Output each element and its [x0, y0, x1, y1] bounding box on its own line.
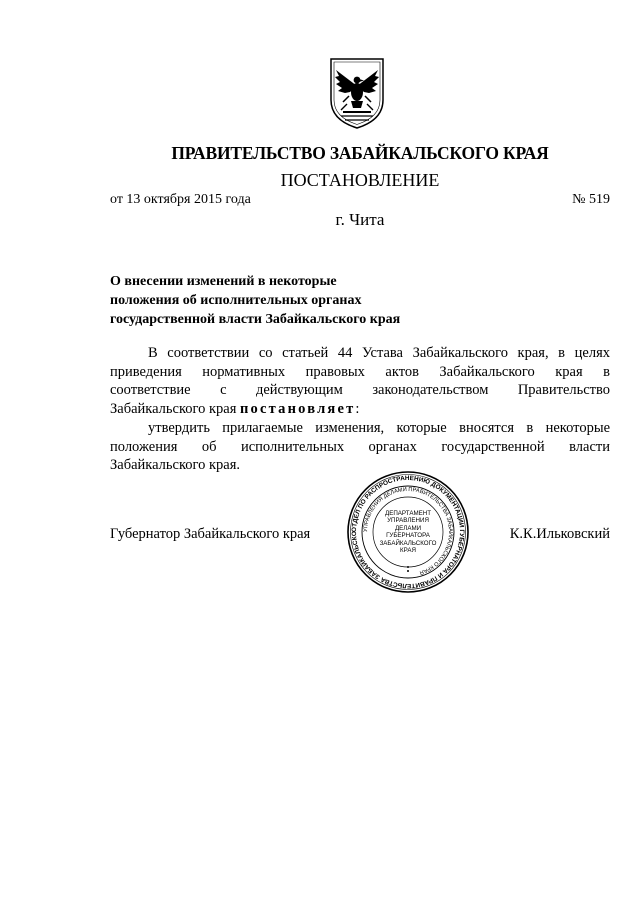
- body-paragraph-1: [110, 344, 610, 418]
- doc-number: № 519: [572, 192, 610, 207]
- doc-city: г. Чита: [335, 210, 385, 229]
- subject-line: О внесении изменений в некоторые: [110, 274, 337, 289]
- seal-center-line: КРАЯ: [400, 547, 416, 555]
- paragraph-line-text: Забайкальского края: [110, 400, 237, 417]
- doc-type: ПОСТАНОВЛЕНИЕ: [280, 170, 440, 190]
- seal-center-text: [374, 510, 442, 554]
- org-title: ПРАВИТЕЛЬСТВО ЗАБАЙКАЛЬСКОГО КРАЯ: [171, 143, 549, 163]
- subject-line: положения об исполнительных органах: [110, 293, 362, 308]
- paragraph-line: приведения нормативных правовых актов Забайкальского края в: [110, 363, 610, 380]
- seal-inner-text: УПРАВЛЕНИЯ ДЕЛАМИ ПРАВИТЕЛЬСТВА ЗАБАЙКАЛЬСКОГО КРАЯ: [362, 486, 454, 576]
- signatory-position: Губернатор Забайкальского края: [110, 526, 311, 542]
- paragraph-line: Забайкальского края.: [110, 457, 240, 474]
- decree-colon: :: [355, 400, 360, 417]
- seal-center-line: ДЕПАРТАМЕНТ: [385, 510, 431, 517]
- paragraph-line: соответствие с действующим законодательством Правительство: [110, 382, 610, 399]
- subject-line: государственной власти Забайкальского края: [110, 312, 401, 327]
- emblem-drawing: [325, 56, 389, 130]
- seal-center-line: ГУБЕРНАТОРА: [386, 532, 430, 540]
- body-paragraph-2: [110, 419, 610, 475]
- signatory-name: К.К.Ильковский: [509, 526, 610, 542]
- paragraph-line: утвердить прилагаемые изменения, которые вносятся в некоторые: [148, 420, 610, 436]
- doc-subject: [110, 272, 400, 329]
- paragraph-line: [110, 400, 610, 419]
- doc-date: от 13 октября 2015 года: [110, 192, 251, 207]
- paragraph-line: положения об исполнительных органах государственной власти: [110, 438, 610, 455]
- decree-verb: постановляет: [240, 400, 356, 417]
- coat-of-arms-eagle-icon: [325, 56, 389, 130]
- seal-outer-text: ОТДЕЛ ПО РАСПРОСТРАНЕНИЮ ДОКУМЕНТАЦИИ ГУБЕРНАТОРА И ПРАВИТЕЛЬСТВА ЗАБАЙКАЛЬСКО: [350, 474, 466, 590]
- seal-center-line: ЗАБАЙКАЛЬСКОГО: [379, 539, 437, 547]
- paragraph-line: В соответствии со статьей 44 Устава Забайкальского края, в целях: [148, 345, 610, 361]
- seal-center-line: ДЕЛАМИ: [394, 524, 422, 532]
- seal-center-line: УПРАВЛЕНИЯ: [387, 517, 429, 525]
